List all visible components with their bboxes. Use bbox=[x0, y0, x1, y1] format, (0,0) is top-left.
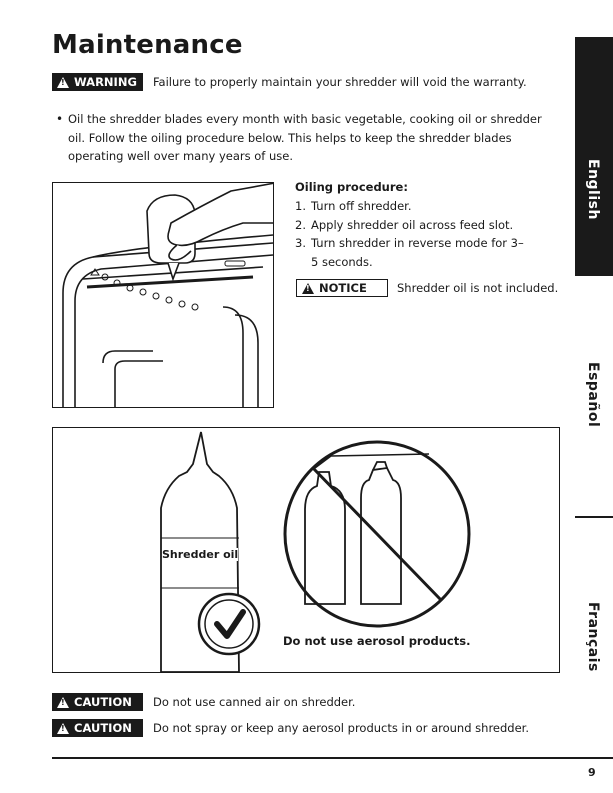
notice-icon bbox=[302, 283, 314, 294]
caution-icon bbox=[57, 723, 69, 734]
oiling-step: 3. Turn shredder in reverse mode for 3–5 seconds. bbox=[295, 236, 524, 269]
oiling-steps bbox=[295, 197, 555, 271]
caution-badge-label: CAUTION bbox=[74, 721, 132, 735]
oiling-procedure-title: Oiling procedure: bbox=[295, 180, 408, 194]
tab-divider bbox=[575, 516, 613, 518]
warning-text: Failure to properly maintain your shredder will void the warranty. bbox=[153, 75, 527, 89]
shredder-oil-label: Shredder oil bbox=[162, 548, 239, 561]
bullet-text: Oil the shredder blades every month with basic vegetable, cooking oil or shredder oil. Follow the oiling procedure below. This helps to keep the shredder blades operating well over many years of use. bbox=[68, 112, 542, 163]
footer-rule bbox=[52, 757, 613, 759]
tab-english-label: English bbox=[585, 159, 601, 220]
aerosol-warning-label: Do not use aerosol products. bbox=[283, 634, 471, 648]
oiling-step: 2. Apply shredder oil across feed slot. bbox=[295, 217, 514, 232]
tab-english[interactable] bbox=[575, 37, 613, 276]
caution-badge bbox=[52, 693, 143, 711]
page-title: Maintenance bbox=[52, 30, 243, 60]
notice-badge bbox=[296, 279, 388, 297]
warning-icon bbox=[57, 77, 69, 88]
caution-icon bbox=[57, 697, 69, 708]
oiling-illustration bbox=[52, 182, 274, 408]
notice-text: Shredder oil is not included. bbox=[397, 281, 559, 295]
caution-badge-label: CAUTION bbox=[74, 695, 132, 709]
oil-aerosol-illustration bbox=[52, 427, 560, 673]
caution-text: Do not use canned air on shredder. bbox=[153, 695, 356, 709]
oiling-step: 1. Turn off shredder. bbox=[295, 199, 412, 213]
notice-badge-label: NOTICE bbox=[319, 281, 367, 295]
caution-badge bbox=[52, 719, 143, 737]
bullet-marker: • bbox=[56, 112, 64, 126]
caution-text: Do not spray or keep any aerosol products in or around shredder. bbox=[153, 721, 530, 735]
shredder-oiling-icon bbox=[53, 183, 274, 408]
warning-badge bbox=[52, 73, 143, 91]
page-number: 9 bbox=[588, 766, 596, 779]
tab-espanol[interactable]: Español bbox=[585, 362, 601, 428]
tab-francais[interactable]: Français bbox=[585, 602, 601, 672]
warning-badge-label: WARNING bbox=[74, 75, 137, 89]
